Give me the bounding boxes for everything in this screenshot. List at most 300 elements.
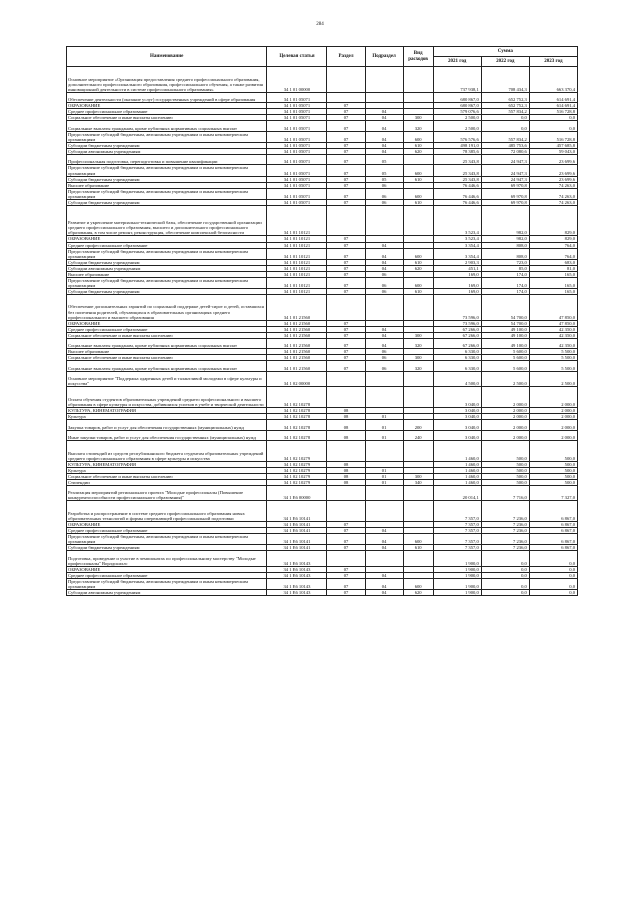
row-target-code: 34 1 01 21560 [267, 355, 327, 361]
row-sum-2023: 6 867,0 [529, 501, 577, 522]
row-target-code: 34 1 02 10278 [267, 420, 327, 431]
row-sum-2023: 457 685,8 [529, 142, 577, 148]
header-code: Целевая статья [267, 47, 327, 67]
row-sum-2023: 5 500,0 [529, 355, 577, 361]
row-name: Социальные выплаты гражданам, кроме публичных нормативных социальных выплат [67, 121, 267, 132]
row-sum-2022: 0,0 [481, 572, 529, 578]
row-sum-2021: 576 576,6 [433, 131, 481, 142]
row-name: Субсидии бюджетным учреждениям [67, 142, 267, 148]
row-name: Среднее профессиональное образование [67, 572, 267, 578]
row-section: 07 [327, 545, 365, 551]
row-sum-2023: 0,0 [529, 551, 577, 567]
row-sum-2023: 0,0 [529, 589, 577, 595]
row-sum-2021: 1 900,0 [433, 551, 481, 567]
row-sum-2022: 557 834,2 [481, 131, 529, 142]
row-sum-2022: 500,0 [481, 479, 529, 485]
row-sum-2021: 67 266,0 [433, 332, 481, 338]
row-section [327, 501, 365, 522]
row-sum-2022: 5 600,0 [481, 361, 529, 372]
header-year-2022: 2022 год [481, 57, 529, 67]
row-name: Основное мероприятие «Организация предоставления среднего профессионального образования, дополнительного профессионального образования, профессионального обучения, а также развития инновационной деятельности в системе профессионального образования» [67, 67, 267, 93]
row-section: 07 [327, 259, 365, 265]
row-name: КУЛЬТУРА, КИНЕМАТОГРАФИЯ [67, 407, 267, 413]
row-sum-2023: 500,0 [529, 467, 577, 473]
table-row [67, 430, 578, 441]
row-section: 07 [327, 165, 365, 176]
row-target-code: 34 1 01 05071 [267, 154, 327, 165]
row-sum-2022: 0,0 [481, 121, 529, 132]
row-target-code: 34 1 E6 10141 [267, 534, 327, 545]
row-target-code: 34 1 01 05071 [267, 103, 327, 109]
row-name: Стипендии [67, 479, 267, 485]
row-subsection [365, 294, 403, 320]
row-sum-2021: 169,0 [433, 288, 481, 294]
row-section: 07 [327, 199, 365, 205]
table-header [67, 47, 578, 67]
row-target-code: 34 1 02 10279 [267, 479, 327, 485]
row-sum-2023: 6 867,0 [529, 545, 577, 551]
row-sum-2023: 2 000,0 [529, 420, 577, 431]
row-expense-type: 610 [403, 176, 433, 182]
header-sum: Сумма [433, 47, 577, 57]
row-sum-2022: 5 600,0 [481, 355, 529, 361]
row-sum-2021: 169,0 [433, 277, 481, 288]
row-subsection [365, 501, 403, 522]
row-name: Среднее профессиональное образование [67, 242, 267, 248]
row-target-code: 34 1 01 10121 [267, 248, 327, 259]
row-name: Предоставление субсидий бюджетным, автономным учреждениям и иным некоммерческим организациям [67, 188, 267, 199]
row-name: Среднее профессиональное образование [67, 326, 267, 332]
row-sum-2022: 0,0 [481, 115, 529, 121]
row-sum-2021: 76 446,6 [433, 199, 481, 205]
row-section [327, 67, 365, 93]
row-name: ОБРАЗОВАНИЕ [67, 521, 267, 527]
table-row [67, 338, 578, 349]
row-sum-2021: 78 385,6 [433, 148, 481, 154]
row-subsection: 06 [365, 199, 403, 205]
row-sum-2021: 1 460,0 [433, 467, 481, 473]
row-subsection: 01 [365, 467, 403, 473]
row-sum-2022: 7 236,0 [481, 545, 529, 551]
row-expense-type: 620 [403, 589, 433, 595]
row-sum-2023: 2 000,0 [529, 407, 577, 413]
row-sum-2021: 2 500,0 [433, 115, 481, 121]
row-sum-2023: 663 370,4 [529, 67, 577, 93]
row-sum-2023: 59 043,0 [529, 148, 577, 154]
row-name: Социальное обеспечение и иные выплаты населению [67, 473, 267, 479]
row-section: 08 [327, 407, 365, 413]
row-target-code: 34 1 01 05071 [267, 121, 327, 132]
row-sum-2022: 2 000,0 [481, 407, 529, 413]
row-sum-2023: 5 500,0 [529, 349, 577, 355]
table-row [67, 188, 578, 199]
row-sum-2022: 69 970,8 [481, 188, 529, 199]
row-sum-2021: 680 867,0 [433, 103, 481, 109]
row-section: 07 [327, 142, 365, 148]
table-row [67, 154, 578, 165]
row-section: 07 [327, 566, 365, 572]
row-section: 07 [327, 182, 365, 188]
row-expense-type: 610 [403, 288, 433, 294]
row-section [327, 92, 365, 103]
row-section: 07 [327, 248, 365, 259]
row-section: 07 [327, 349, 365, 355]
row-target-code: 34 1 01 10121 [267, 265, 327, 271]
row-section [327, 294, 365, 320]
row-expense-type: 200 [403, 420, 433, 431]
row-sum-2021: 169,0 [433, 271, 481, 277]
row-expense-type: 300 [403, 473, 433, 479]
row-sum-2023: 614 691,4 [529, 92, 577, 103]
row-sum-2023: 23 699,6 [529, 165, 577, 176]
row-sum-2023: 165,0 [529, 288, 577, 294]
row-target-code: 34 1 E6 10141 [267, 521, 327, 527]
row-name: Выплата стипендий из средств республиканского бюджета студентам образовательных учреждений среднего профессионального образования в сфере культуры и искусства [67, 441, 267, 462]
table-row [67, 165, 578, 176]
row-sum-2022: 7 716,0 [481, 485, 529, 501]
row-expense-type: 610 [403, 259, 433, 265]
row-sum-2021: 737 938,1 [433, 67, 481, 93]
row-subsection: 04 [365, 115, 403, 121]
table-row [67, 485, 578, 501]
row-sum-2023: 500,0 [529, 441, 577, 462]
table-row [67, 589, 578, 595]
row-sum-2023: 829,0 [529, 205, 577, 236]
row-sum-2021: 7 357,0 [433, 528, 481, 534]
row-sum-2022: 5 600,0 [481, 349, 529, 355]
row-sum-2021: 2 500,0 [433, 121, 481, 132]
row-sum-2022: 49 100,0 [481, 338, 529, 349]
row-target-code: 34 1 01 21560 [267, 349, 327, 355]
table-row [67, 277, 578, 288]
row-name: ОБРАЗОВАНИЕ [67, 236, 267, 242]
row-section [327, 387, 365, 408]
row-name: Среднее профессиональное образование [67, 528, 267, 534]
row-subsection: 04 [365, 578, 403, 589]
row-section: 08 [327, 414, 365, 420]
row-section: 07 [327, 131, 365, 142]
row-section: 07 [327, 332, 365, 338]
row-name: Субсидии бюджетным учреждениям [67, 288, 267, 294]
row-expense-type: 600 [403, 131, 433, 142]
row-sum-2021: 3 523,4 [433, 236, 481, 242]
row-name: Высшее образование [67, 182, 267, 188]
row-section: 07 [327, 521, 365, 527]
row-sum-2023: 516 728,8 [529, 109, 577, 115]
row-section: 07 [327, 361, 365, 372]
row-expense-type: 240 [403, 430, 433, 441]
row-subsection: 05 [365, 176, 403, 182]
row-subsection [365, 92, 403, 103]
row-name: ОБРАЗОВАНИЕ [67, 566, 267, 572]
row-target-code: 34 1 E6 10143 [267, 589, 327, 595]
row-section: 07 [327, 176, 365, 182]
row-name: Субсидии автономным учреждениям [67, 589, 267, 595]
row-sum-2023: 165,0 [529, 271, 577, 277]
row-section: 07 [327, 326, 365, 332]
row-sum-2023: 23 699,6 [529, 176, 577, 182]
row-target-code: 34 1 02 10278 [267, 430, 327, 441]
row-section [327, 441, 365, 462]
header-name: Наименование [67, 47, 267, 67]
row-target-code: 34 1 01 21560 [267, 326, 327, 332]
row-name: ОБРАЗОВАНИЕ [67, 103, 267, 109]
row-sum-2022: 808,0 [481, 248, 529, 259]
row-sum-2022: 7 236,0 [481, 534, 529, 545]
row-sum-2023: 74 263,0 [529, 182, 577, 188]
row-sum-2022: 723,0 [481, 259, 529, 265]
row-subsection: 01 [365, 414, 403, 420]
row-sum-2021: 579 076,6 [433, 109, 481, 115]
row-sum-2021: 67 266,0 [433, 338, 481, 349]
row-sum-2022: 54 700,0 [481, 320, 529, 326]
row-name: Обеспечение деятельности (оказание услуг) государственных учреждений в сфере образования [67, 92, 267, 103]
row-sum-2022: 982,0 [481, 205, 529, 236]
row-section: 08 [327, 473, 365, 479]
row-name: Субсидии бюджетным учреждениям [67, 199, 267, 205]
header-year-2023: 2023 год [529, 57, 577, 67]
row-subsection: 04 [365, 326, 403, 332]
row-subsection: 04 [365, 259, 403, 265]
table-row [67, 205, 578, 236]
row-target-code: 34 1 E6 10143 [267, 572, 327, 578]
row-target-code: 34 1 01 05071 [267, 165, 327, 176]
row-sum-2023: 6 867,0 [529, 521, 577, 527]
row-name: Профессиональная подготовка, переподготовка и повышение квалификации [67, 154, 267, 165]
row-sum-2023: 0,0 [529, 578, 577, 589]
row-section [327, 485, 365, 501]
row-subsection: 01 [365, 473, 403, 479]
row-target-code: 34 1 E6 10141 [267, 528, 327, 534]
row-sum-2023: 5 500,0 [529, 361, 577, 372]
row-expense-type: 320 [403, 121, 433, 132]
row-name: Субсидии бюджетным учреждениям [67, 176, 267, 182]
row-sum-2021: 3 040,0 [433, 430, 481, 441]
row-expense-type [403, 485, 433, 501]
row-sum-2022: 49 100,0 [481, 332, 529, 338]
row-sum-2022: 69 970,8 [481, 199, 529, 205]
row-section: 07 [327, 572, 365, 578]
row-sum-2022: 174,0 [481, 288, 529, 294]
row-target-code: 34 1 E6 00000 [267, 485, 327, 501]
row-subsection [365, 371, 403, 387]
table-row [67, 441, 578, 462]
row-sum-2021: 6 330,0 [433, 349, 481, 355]
row-subsection: 04 [365, 142, 403, 148]
row-subsection: 04 [365, 121, 403, 132]
row-expense-type: 300 [403, 332, 433, 338]
row-sum-2023: 0,0 [529, 115, 577, 121]
row-section: 07 [327, 115, 365, 121]
row-sum-2021: 1 460,0 [433, 461, 481, 467]
row-sum-2023: 0,0 [529, 566, 577, 572]
row-target-code: 34 1 E6 10141 [267, 501, 327, 522]
row-target-code: 34 1 01 10121 [267, 288, 327, 294]
row-target-code: 34 1 01 05071 [267, 109, 327, 115]
table-row [67, 578, 578, 589]
row-section: 07 [327, 578, 365, 589]
row-expense-type: 300 [403, 115, 433, 121]
row-sum-2022: 500,0 [481, 441, 529, 462]
row-name: КУЛЬТУРА, КИНЕМАТОГРАФИЯ [67, 461, 267, 467]
row-sum-2023: 829,0 [529, 236, 577, 242]
row-sum-2022: 7 236,0 [481, 521, 529, 527]
row-target-code: 34 1 01 21560 [267, 320, 327, 326]
header-subsection: Подраздел [365, 47, 403, 67]
table-body [67, 67, 578, 596]
row-sum-2021: 3 040,0 [433, 414, 481, 420]
row-sum-2022: 0,0 [481, 551, 529, 567]
row-subsection [365, 551, 403, 567]
row-section: 08 [327, 461, 365, 467]
row-name: Предоставление субсидий бюджетным, автономным учреждениям и иным некоммерческим организациям [67, 277, 267, 288]
row-sum-2022: 174,0 [481, 271, 529, 277]
row-section: 07 [327, 188, 365, 199]
row-sum-2022: 7 236,0 [481, 501, 529, 522]
row-name: Социальное обеспечение и иные выплаты населению [67, 332, 267, 338]
row-name: Социальные выплаты гражданам, кроме публичных нормативных социальных выплат [67, 361, 267, 372]
row-expense-type: 600 [403, 277, 433, 288]
row-sum-2022: 485 753,6 [481, 142, 529, 148]
row-sum-2021: 1 900,0 [433, 572, 481, 578]
row-subsection: 06 [365, 188, 403, 199]
row-section: 08 [327, 467, 365, 473]
row-expense-type: 610 [403, 545, 433, 551]
row-name: ОБРАЗОВАНИЕ [67, 320, 267, 326]
row-sum-2021: 73 596,0 [433, 294, 481, 320]
row-name: Развитие и укрепление материально-технической базы, обеспечение государственной организации среднего профессионального образования, высшего и дополнительного профессионального образования, в том числе ремонт, реконструкция, обеспечение комплексной безопасности [67, 205, 267, 236]
row-target-code: 34 1 01 05071 [267, 199, 327, 205]
row-target-code: 34 1 01 05071 [267, 182, 327, 188]
row-target-code: 34 1 02 10279 [267, 467, 327, 473]
row-name: Разработка и распространение в системе среднего профессионального образования новых образовательных технологий и формы опережающей профессиональной подготовки [67, 501, 267, 522]
row-name: Субсидии автономным учреждениям [67, 265, 267, 271]
row-target-code: 34 1 01 10121 [267, 259, 327, 265]
row-sum-2021: 451,1 [433, 265, 481, 271]
table-row [67, 534, 578, 545]
row-sum-2021: 3 040,0 [433, 407, 481, 413]
row-sum-2021: 1 460,0 [433, 479, 481, 485]
row-expense-type: 600 [403, 188, 433, 199]
row-section: 07 [327, 288, 365, 294]
row-name: Социальные выплаты гражданам, кроме публичных нормативных социальных выплат [67, 338, 267, 349]
row-subsection: 04 [365, 332, 403, 338]
row-target-code: 34 1 01 21560 [267, 338, 327, 349]
row-sum-2023: 500,0 [529, 479, 577, 485]
row-sum-2022: 500,0 [481, 467, 529, 473]
table-row [67, 371, 578, 387]
row-target-code: 34 1 02 10278 [267, 387, 327, 408]
row-target-code: 34 1 02 10278 [267, 414, 327, 420]
table-row [67, 131, 578, 142]
row-sum-2022: 652 752,3 [481, 103, 529, 109]
row-expense-type: 620 [403, 148, 433, 154]
row-sum-2022: 49 100,0 [481, 326, 529, 332]
row-section [327, 371, 365, 387]
row-target-code: 34 1 01 10121 [267, 205, 327, 236]
row-sum-2021: 3 523,4 [433, 205, 481, 236]
row-expense-type [403, 371, 433, 387]
row-expense-type [403, 387, 433, 408]
row-subsection: 01 [365, 479, 403, 485]
row-subsection: 06 [365, 288, 403, 294]
row-target-code: 34 1 01 00000 [267, 67, 327, 93]
row-sum-2023: 764,0 [529, 242, 577, 248]
row-sum-2021: 6 330,0 [433, 355, 481, 361]
row-expense-type: 620 [403, 265, 433, 271]
row-target-code: 34 1 01 05071 [267, 176, 327, 182]
row-sum-2022: 24 947,3 [481, 165, 529, 176]
row-target-code: 34 1 01 05071 [267, 92, 327, 103]
row-expense-type [403, 92, 433, 103]
row-name: Субсидии бюджетным учреждениям [67, 545, 267, 551]
row-expense-type [403, 154, 433, 165]
row-sum-2021: 1 900,0 [433, 578, 481, 589]
row-expense-type: 600 [403, 578, 433, 589]
table-row [67, 420, 578, 431]
row-sum-2022: 2 000,0 [481, 430, 529, 441]
row-sum-2022: 69 970,8 [481, 182, 529, 188]
row-subsection: 05 [365, 165, 403, 176]
row-sum-2023: 500,0 [529, 473, 577, 479]
row-target-code: 34 1 02 10278 [267, 407, 327, 413]
row-subsection: 06 [365, 361, 403, 372]
row-sum-2021: 76 446,6 [433, 188, 481, 199]
row-target-code: 34 1 E6 10143 [267, 551, 327, 567]
row-sum-2021: 25 343,8 [433, 176, 481, 182]
row-subsection [365, 387, 403, 408]
row-subsection: 04 [365, 528, 403, 534]
row-sum-2021: 2 903,3 [433, 259, 481, 265]
row-sum-2021: 1 900,0 [433, 589, 481, 595]
row-subsection: 04 [365, 131, 403, 142]
row-expense-type [403, 501, 433, 522]
row-section: 07 [327, 528, 365, 534]
row-name: Предоставление субсидий бюджетным, автономным учреждениям и иным некоммерческим организациям [67, 534, 267, 545]
row-section: 07 [327, 355, 365, 361]
row-name: Субсидии автономным учреждениям [67, 148, 267, 154]
row-expense-type: 600 [403, 165, 433, 176]
row-expense-type: 320 [403, 361, 433, 372]
row-target-code: 34 1 E6 10143 [267, 566, 327, 572]
row-name: Подготовка, проведение и участие в чемпионатах по профессиональному мастерству "Молодые профессионалы" Ворлдскиллс [67, 551, 267, 567]
row-sum-2021: 1 900,0 [433, 566, 481, 572]
row-subsection: 06 [365, 355, 403, 361]
row-target-code: 34 1 02 00000 [267, 371, 327, 387]
row-expense-type [403, 551, 433, 567]
row-sum-2023: 2 000,0 [529, 430, 577, 441]
row-sum-2023: 2 500,0 [529, 371, 577, 387]
row-name: Предоставление субсидий бюджетным, автономным учреждениям и иным некоммерческим организациям [67, 248, 267, 259]
row-sum-2021: 3 040,0 [433, 387, 481, 408]
row-sum-2022: 72 080,6 [481, 148, 529, 154]
row-name: Оплата обучения студентов образовательных учреждений среднего профессионального и высшего образования в сфере культуры и искусства, добившихся успехов в учебе и творческой деятельности [67, 387, 267, 408]
table-row [67, 92, 578, 103]
row-subsection: 06 [365, 271, 403, 277]
row-name: Обеспечение дополнительных гарантий по социальной поддержке детей-сирот и детей, оставшихся без попечения родителей, обучающихся в образовательных организациях среднего профессионального и высшего образования [67, 294, 267, 320]
row-sum-2023: 42 350,0 [529, 338, 577, 349]
row-sum-2021: 25 343,8 [433, 165, 481, 176]
row-name: Культура [67, 467, 267, 473]
row-sum-2021: 498 191,0 [433, 142, 481, 148]
row-sum-2023: 0,0 [529, 121, 577, 132]
row-target-code: 34 1 01 05071 [267, 142, 327, 148]
row-expense-type [403, 67, 433, 93]
row-name: Высшее образование [67, 271, 267, 277]
row-section [327, 551, 365, 567]
row-section: 07 [327, 109, 365, 115]
row-sum-2021: 25 343,8 [433, 154, 481, 165]
